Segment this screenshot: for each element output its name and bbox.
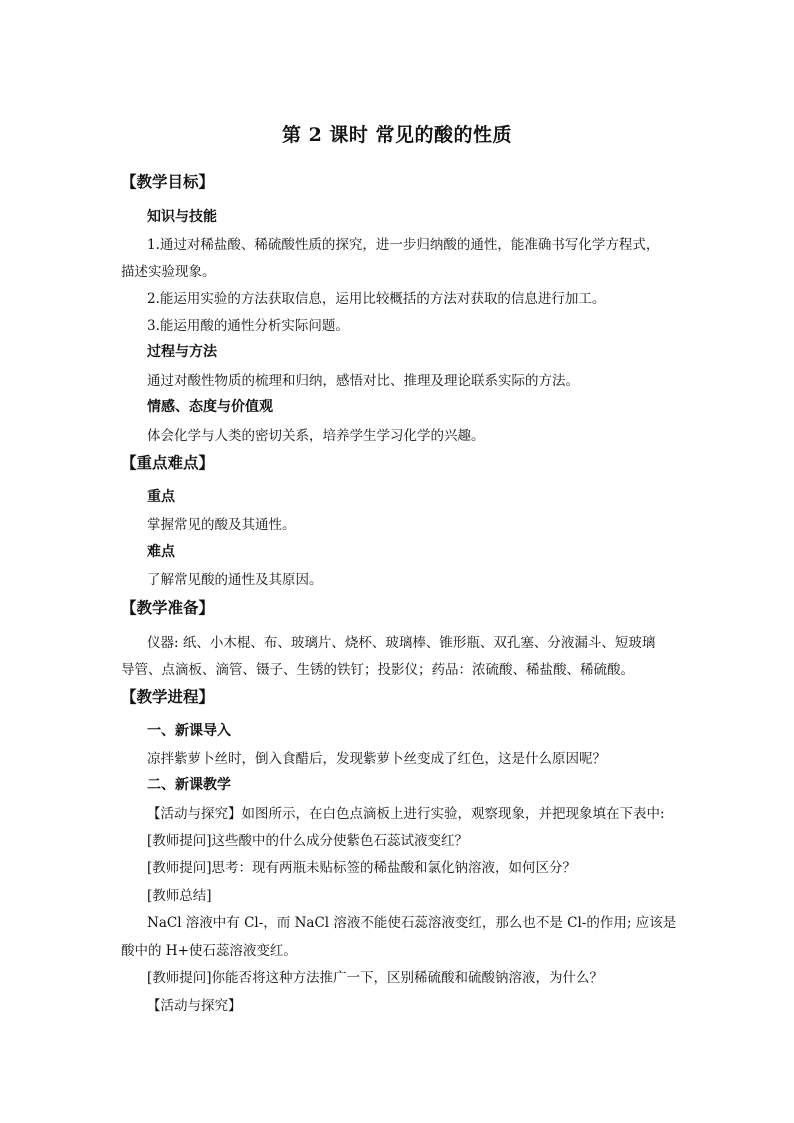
paragraph-line: 酸中的 H+使石蕊溶液变红。	[121, 943, 297, 959]
subheading-intro: 一、新课导入	[147, 723, 231, 739]
subheading-knowledge: 知识与技能	[147, 209, 217, 225]
paragraph-line: 了解常见酸的通性及其原因。	[147, 572, 323, 588]
section-heading-objectives: 【教学目标】	[121, 172, 215, 191]
paragraph-line: NaCl 溶液中有 Cl-，而 NaCl 溶液不能使石蕊溶液变红，那么也不是 Cl-的作用; 应该是	[147, 915, 677, 931]
paragraph-line: 通过对酸性物质的梳理和归纳，感悟对比、推理及理论联系实际的方法。	[147, 373, 579, 389]
section-heading-keypoints: 【重点难点】	[121, 453, 215, 472]
paragraph-line: [教师提问]思考：现有两瓶未贴标签的稀盐酸和氯化钠溶液，如何区分？	[147, 860, 577, 876]
paragraph-line: 体会化学与人类的密切关系，培养学生学习化学的兴趣。	[147, 428, 485, 444]
paragraph-line: 【活动与探究】	[147, 998, 242, 1014]
paragraph-line: 仪器: 纸、小木棍、布、玻璃片、烧杯、玻璃棒、锥形瓶、双孔塞、分液漏斗、短玻璃	[147, 635, 656, 651]
section-heading-preparation: 【教学准备】	[121, 598, 215, 617]
subheading-process: 过程与方法	[147, 344, 217, 360]
paragraph-line: 【活动与探究】如图所示，在白色点滴板上进行实验，观察现象，并把现象填在下表中:	[147, 806, 665, 822]
paragraph-line: 2.能运用实验的方法获取信息，运用比较概括的方法对获取的信息进行加工。	[147, 291, 606, 307]
paragraph-line: [教师提问]你能否将这种方法推广一下，区别稀硫酸和硫酸钠溶液，为什么？	[147, 970, 604, 986]
paragraph-line: [教师总结]	[147, 888, 212, 904]
paragraph-line: 3.能运用酸的通性分析实际问题。	[147, 318, 349, 334]
page-title: 第 2 课时 常见的酸的性质	[281, 124, 513, 146]
paragraph-line: [教师提问]这些酸中的什么成分使紫色石蕊试液变红？	[147, 833, 469, 849]
paragraph-line: 导管、点滴板、滴管、镊子、生锈的铁钉；投影仪；药品：浓硫酸、稀盐酸、稀硫酸。	[121, 662, 634, 678]
section-heading-process: 【教学进程】	[121, 687, 215, 706]
paragraph-line: 描述实验现象。	[121, 264, 216, 280]
subheading-emotion: 情感、态度与价值观	[147, 399, 273, 415]
subheading-new-lesson: 二、新课教学	[147, 777, 231, 793]
paragraph-line: 1.通过对稀盐酸、稀硫酸性质的探究，进一步归纳酸的通性，能准确书写化学方程式，	[147, 237, 660, 253]
paragraph-line: 凉拌紫萝卜丝时，倒入食醋后，发现紫萝卜丝变成了红色，这是什么原因呢？	[147, 751, 606, 767]
subheading-difficult: 难点	[147, 544, 175, 560]
subheading-key: 重点	[147, 489, 175, 505]
paragraph-line: 掌握常见的酸及其通性。	[147, 517, 296, 533]
